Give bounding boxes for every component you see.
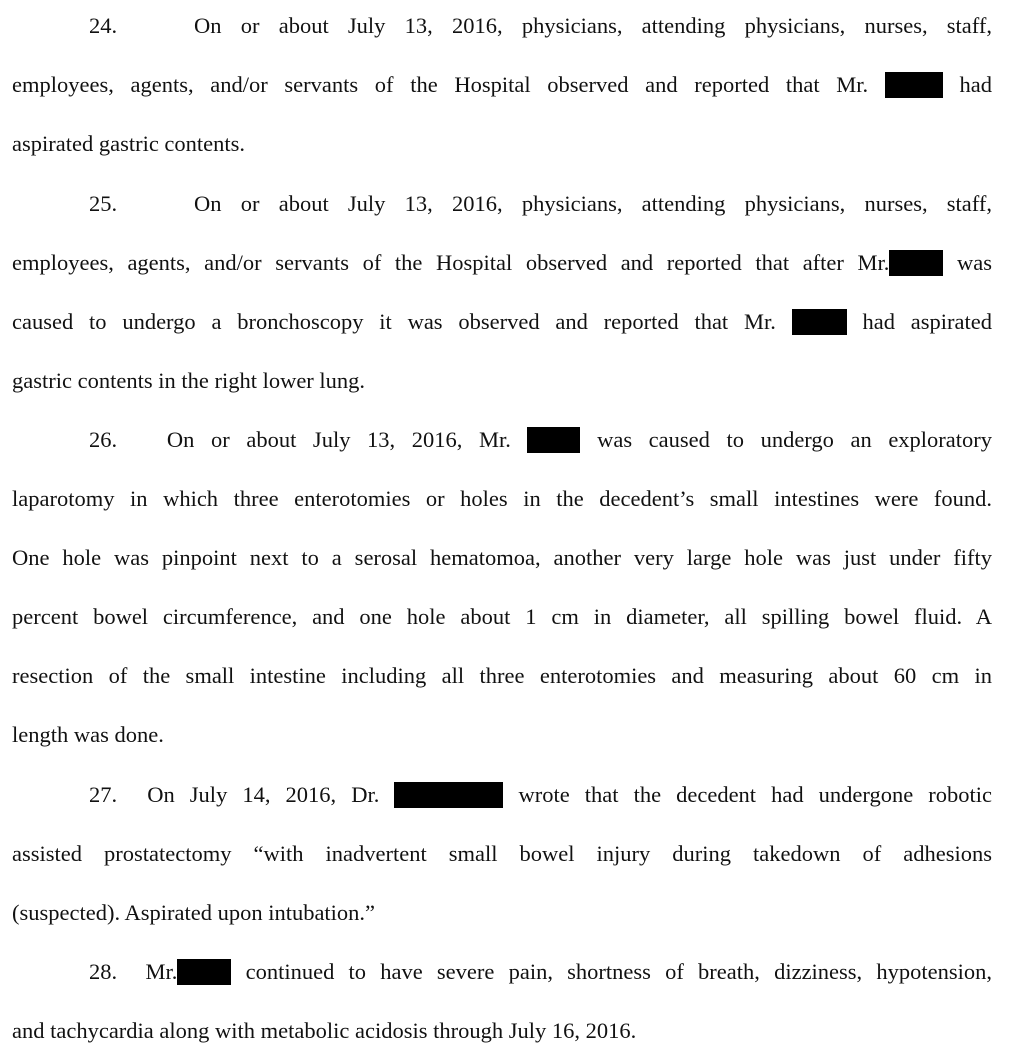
paragraph-text: aspirated gastric contents. <box>12 131 246 156</box>
paragraph-24-line-1 <box>12 11 992 41</box>
paragraph-24-line-2 <box>12 70 992 100</box>
paragraph-27-line-1 <box>12 780 992 810</box>
paragraph-text: On or about July 13, 2016, physicians, attending physicians, nurses, staff, <box>194 13 992 38</box>
paragraph-27-line-3 <box>12 898 992 928</box>
redaction-box <box>527 427 580 453</box>
paragraph-number: 26. <box>89 427 118 452</box>
paragraph-text: percent bowel circumference, and one hole about 1 cm in diameter, all spilling bowel fluid. A <box>12 604 992 629</box>
redaction-box <box>177 959 231 985</box>
paragraph-text: employees, agents, and/or servants of the Hospital observed and reported that Mr. <box>12 72 869 97</box>
paragraph-26-line-6 <box>12 720 992 750</box>
redaction-box <box>889 250 943 276</box>
paragraph-26-line-5 <box>12 661 992 691</box>
paragraph-28-line-1 <box>12 957 992 987</box>
paragraph-24-line-3 <box>12 129 992 159</box>
redaction-box <box>885 72 943 98</box>
paragraph-26-line-2 <box>12 484 992 514</box>
paragraph-text: was <box>957 250 992 275</box>
paragraph-text: had aspirated <box>862 309 993 334</box>
paragraph-25-line-2 <box>12 248 992 278</box>
paragraph-text: employees, agents, and/or servants of the Hospital observed and reported that after Mr. <box>12 250 890 275</box>
paragraph-26-line-4 <box>12 602 992 632</box>
paragraph-number: 27. <box>89 782 118 807</box>
paragraph-text: One hole was pinpoint next to a serosal hematomoa, another very large hole was just under fifty <box>12 545 992 570</box>
paragraph-number: 24. <box>89 13 118 38</box>
paragraph-text: resection of the small intestine including all three enterotomies and measuring about 60 cm in <box>12 663 992 688</box>
paragraph-text: wrote that the decedent had undergone robotic <box>518 782 993 807</box>
paragraph-text: On or about July 13, 2016, Mr. <box>166 427 511 452</box>
paragraph-text: continued to have severe pain, shortness of breath, dizziness, hypotension, <box>245 959 993 984</box>
paragraph-28-line-2 <box>12 1016 992 1046</box>
paragraph-number: 28. <box>89 959 118 984</box>
paragraph-text: gastric contents in the right lower lung. <box>12 368 366 393</box>
paragraph-text: On or about July 13, 2016, physicians, attending physicians, nurses, staff, <box>194 191 992 216</box>
paragraph-25-line-1 <box>12 189 992 219</box>
redaction-box <box>792 309 847 335</box>
paragraph-text: laparotomy in which three enterotomies or holes in the decedent’s small intestines were found. <box>12 486 992 511</box>
paragraph-25-line-4 <box>12 366 992 396</box>
paragraph-text: On July 14, 2016, Dr. <box>147 782 380 807</box>
paragraph-text: length was done. <box>12 722 164 747</box>
paragraph-number: 25. <box>89 191 118 216</box>
paragraph-text: assisted prostatectomy “with inadvertent small bowel injury during takedown of adhesions <box>12 841 992 866</box>
redaction-box <box>394 782 503 808</box>
paragraph-text: caused to undergo a bronchoscopy it was observed and reported that Mr. <box>12 309 776 334</box>
paragraph-text: had <box>959 72 993 97</box>
paragraph-text: and tachycardia along with metabolic acidosis through July 16, 2016. <box>12 1018 637 1043</box>
paragraph-26-line-3 <box>12 543 992 573</box>
paragraph-25-line-3 <box>12 307 992 337</box>
paragraph-27-line-2 <box>12 839 992 869</box>
paragraph-text: (suspected). Aspirated upon intubation.” <box>12 900 376 925</box>
paragraph-26-line-1 <box>12 425 992 455</box>
paragraph-text: Mr. <box>145 959 178 984</box>
document-page <box>12 0 992 1056</box>
paragraph-text: was caused to undergo an exploratory <box>597 427 993 452</box>
